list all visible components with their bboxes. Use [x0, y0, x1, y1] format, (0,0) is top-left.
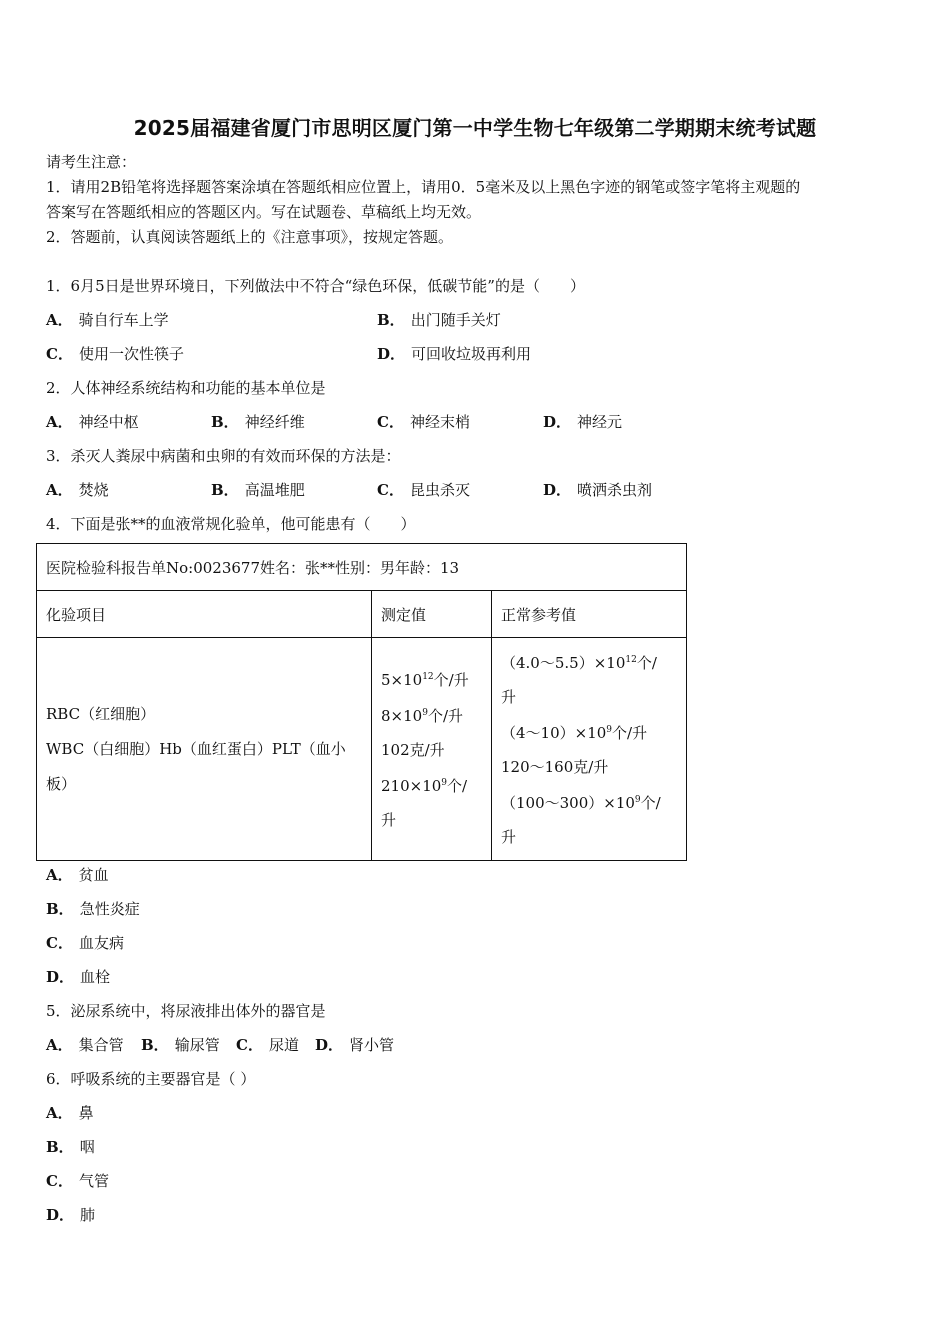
q5-option-b: B． 输尿管 [141, 1036, 220, 1054]
q2-stem: 2．人体神经系统结构和功能的基本单位是 [46, 379, 326, 397]
q4-option-b: B． 急性炎症 [46, 900, 140, 918]
ref-wbc: $(4\sim 10)\times 10^9$个/升 [501, 724, 648, 742]
q1-option-a: A． 骑自行车上学 [46, 311, 169, 329]
test-items-cell [37, 638, 372, 861]
q5-option-c: C． 尿道 [236, 1036, 299, 1054]
measured-values-cell [372, 638, 492, 861]
q1-stem: 1．6月5日是世界环境日，下列做法中不符合“绿色环保，低碳节能”的是（ ） [46, 277, 585, 295]
value-plt: $210\times 10^9$个/ [381, 777, 468, 796]
q2-option-c: C． 神经末梢 [377, 413, 470, 431]
notice-line-1b: 答案写在答题纸相应的答题区内。写在试题卷、草稿纸上均无效。 [46, 203, 482, 221]
q1-option-b: B． 出门随手关灯 [377, 311, 501, 329]
ref-rbc: $(4.0\sim 5.5)\times 10^{12}$个/ [501, 654, 657, 672]
col-header-value: 测定值 [372, 591, 492, 638]
q6-stem: 6．呼吸系统的主要器官是（ ） [46, 1070, 256, 1088]
q2-option-b: B． 神经纤维 [211, 413, 305, 431]
q3-option-b: B． 高温堆肥 [211, 481, 305, 499]
ref-plt: $(100\sim 300)\times 10^9$个/ [501, 794, 661, 812]
notice-line-1a: 1．请用2B铅笔将选择题答案涂填在答题纸相应位置上，请用0．5毫米及以上黑色字迹的钢笔或签字笔将主观题的 [46, 178, 801, 196]
lab-report-header: 医院检验科报告单No:0023677姓名：张**性别：男年龄：13 [37, 544, 687, 591]
q2-option-d: D． 神经元 [543, 413, 623, 431]
notice-line-2: 2．答题前，认真阅读答题纸上的《注意事项》，按规定答题。 [46, 228, 454, 246]
ref-hb: 120～160克/升 [501, 757, 609, 776]
q3-option-d: D． 喷洒杀虫剂 [543, 481, 653, 499]
q2-option-a: A． 神经中枢 [46, 413, 139, 431]
q4-option-c: C． 血友病 [46, 934, 124, 952]
q6-option-d: D． 肺 [46, 1206, 96, 1224]
ref-rbc-cont: 升 [501, 687, 517, 706]
test-item-line: 板） [46, 774, 77, 793]
q4-option-d: D． 血栓 [46, 968, 111, 986]
q5-option-d: D． 肾小管 [315, 1036, 395, 1054]
q3-stem: 3．杀灭人粪尿中病菌和虫卵的有效而环保的方法是： [46, 447, 401, 465]
test-item-line: RBC（红细胞） [46, 704, 156, 723]
q3-option-a: A． 焚烧 [46, 481, 109, 499]
test-item-line: WBC（白细胞）Hb（血红蛋白）PLT（血小 [46, 739, 346, 758]
page-title: 2025届福建省厦门市思明区厦门第一中学生物七年级第二学期期末统考试题 [133, 116, 817, 140]
value-plt-cont: 升 [381, 810, 397, 829]
q6-option-b: B． 咽 [46, 1138, 95, 1156]
q6-option-a: A． 鼻 [46, 1104, 94, 1122]
q4-option-a: A． 贫血 [46, 866, 109, 884]
notice-heading: 请考生注意： [46, 153, 137, 171]
q5-stem: 5．泌尿系统中，将尿液排出体外的器官是 [46, 1002, 326, 1020]
q1-option-d: D． 可回收垃圾再利用 [377, 345, 532, 363]
blood-test-table [36, 543, 687, 861]
ref-plt-cont: 升 [501, 827, 517, 846]
col-header-item: 化验项目 [37, 591, 372, 638]
value-wbc: $8\times 10^9$个/升 [381, 707, 463, 726]
value-rbc: $5\times 10^{12}$个/升 [381, 670, 469, 689]
reference-values-cell [492, 638, 687, 861]
q1-option-c: C． 使用一次性筷子 [46, 345, 184, 363]
q5-option-a: A． 集合管 [46, 1036, 124, 1054]
q4-stem: 4．下面是张**的血液常规化验单，他可能患有（ ） [46, 515, 416, 533]
col-header-reference: 正常参考值 [492, 591, 687, 638]
q6-option-c: C． 气管 [46, 1172, 109, 1190]
q3-option-c: C． 昆虫杀灭 [377, 481, 470, 499]
value-hb: 102克/升 [381, 740, 445, 759]
